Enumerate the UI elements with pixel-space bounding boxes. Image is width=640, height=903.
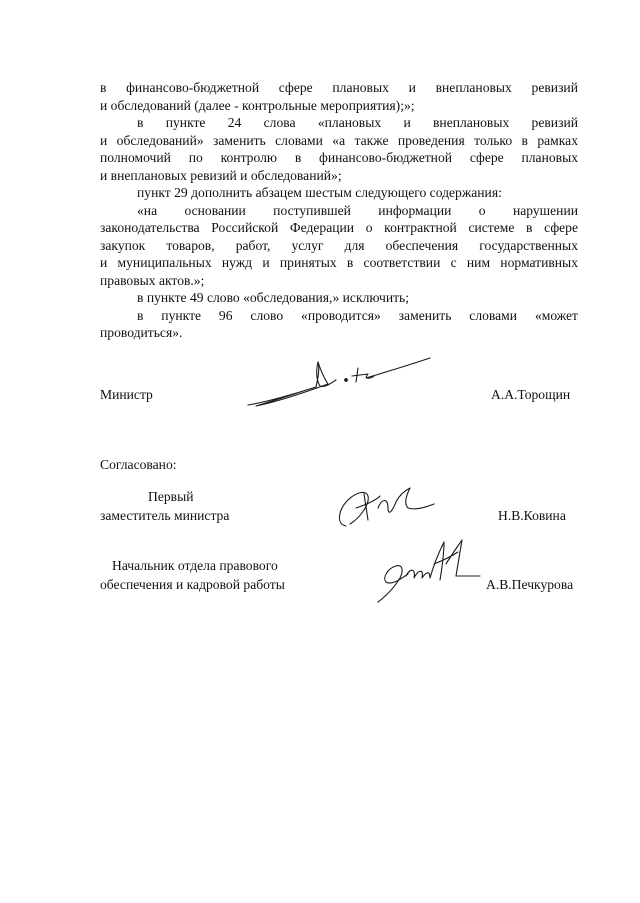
text-line: и муниципальных нужд и принятых в соответствии с ним нормативных [100,255,578,270]
approved-label: Согласовано: [100,457,177,472]
text-line: правовых актов.»; [100,272,205,288]
legal-head-title-line2: обеспечения и кадровой работы [100,577,285,592]
document-body [100,79,578,342]
legal-head-title-line1: Начальник отдела правового [112,558,278,573]
legal-head-signature [372,534,482,606]
text-line: проводиться». [100,325,183,340]
minister-signature [246,350,432,412]
text-line: в финансово-бюджетной сфере плановых и внеплановых ревизий [100,80,578,95]
text-line: «на основании поступившей информации о нарушении [137,202,578,218]
first-deputy-name: Н.В.Ковина [498,508,566,523]
first-deputy-title-line1: Первый [148,489,194,504]
first-deputy-title-line2: заместитель министра [100,508,230,523]
text-line: и обследований» заменить словами «а также проведения только в рамках [100,132,578,148]
text-line: в пункте 49 слово «обследования,» исключить; [137,290,410,305]
text-line: законодательства Российской Федерации о контрактной системе в сфере [100,220,578,235]
first-deputy-signature [334,482,436,532]
text-line: пункт 29 дополнить абзацем шестым следующего содержания: [137,185,502,200]
text-line: в пункте 96 слово «проводится» заменить словами «может [137,307,578,323]
legal-head-name: А.В.Печкурова [486,577,574,592]
minister-name: А.А.Торощин [491,387,571,402]
text-line: полномочий по контролю в финансово-бюджетной сфере плановых [100,150,578,165]
minister-title: Министр [100,387,153,402]
text-line: и обследований (далее - контрольные мероприятия);»; [100,97,415,113]
text-line: закупок товаров, работ, услуг для обеспечения государственных [100,237,578,253]
text-line: и внеплановых ревизий и обследований»; [100,167,342,183]
text-line: в пункте 24 слова «плановых и внеплановых ревизий [137,115,578,130]
